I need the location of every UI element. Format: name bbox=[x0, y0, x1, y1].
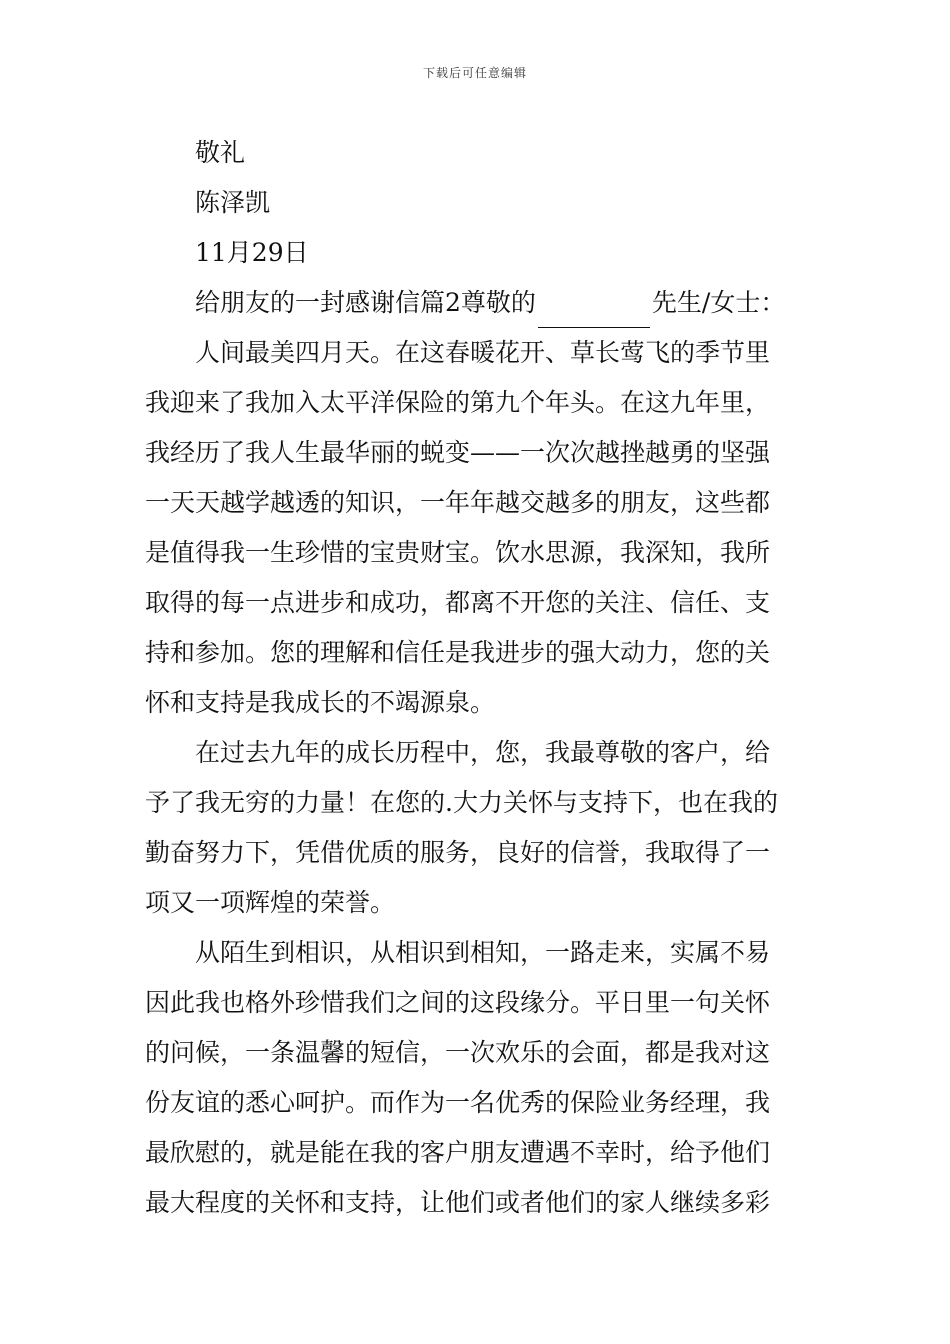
closing-salutation: 敬礼 bbox=[195, 138, 246, 167]
text-line: 是值得我一生珍惜的宝贵财宝。饮水思源，我深知，我所 bbox=[145, 538, 771, 567]
text-line: 最欣慰的，就是能在我的客户朋友遭遇不幸时，给予他们 bbox=[145, 1138, 771, 1167]
text-line: 一天天越学越透的知识，一年年越交越多的朋友，这些都 bbox=[145, 488, 771, 517]
paragraph-2 bbox=[145, 728, 810, 928]
text-line: 最大程度的关怀和支持，让他们或者他们的家人继续多彩 bbox=[145, 1188, 771, 1217]
text-line: 我经历了我人生最华丽的蜕变——一次次越挫越勇的坚强 bbox=[145, 438, 771, 467]
page-header-note: 下载后可任意编辑 bbox=[422, 66, 527, 80]
text-line: 份友谊的悉心呵护。而作为一名优秀的保险业务经理，我 bbox=[145, 1088, 771, 1117]
text-line: 项又一项辉煌的荣誉。 bbox=[145, 888, 396, 917]
text-line: 从陌生到相识，从相识到相知，一路走来，实属不易 bbox=[195, 938, 771, 967]
letter-title-line bbox=[145, 278, 810, 328]
letter-date: 11月29日 bbox=[195, 238, 309, 267]
text-line: 在过去九年的成长历程中，您，我最尊敬的客户，给 bbox=[195, 738, 771, 767]
text-line: 怀和支持是我成长的不竭源泉。 bbox=[145, 688, 496, 717]
title-prefix: 给朋友的一封感谢信篇2尊敬的 bbox=[195, 288, 536, 317]
text-line: 取得的每一点进步和成功，都离不开您的关注、信任、支 bbox=[145, 588, 771, 617]
text-line: 持和参加。您的理解和信任是我进步的强大动力，您的关 bbox=[145, 638, 771, 667]
text-line: 勤奋努力下，凭借优质的服务，良好的信誉，我取得了一 bbox=[145, 838, 771, 867]
text-line: 我迎来了我加入太平洋保险的第九个年头。在这九年里， bbox=[145, 388, 771, 417]
text-line: 的问候，一条温馨的短信，一次欢乐的会面，都是我对这 bbox=[145, 1038, 771, 1067]
signature: 陈泽凯 bbox=[195, 188, 271, 217]
letter-body bbox=[145, 128, 810, 1228]
name-blank bbox=[538, 299, 650, 328]
text-line: 因此我也格外珍惜我们之间的这段缘分。平日里一句关怀 bbox=[145, 988, 771, 1017]
paragraph-3 bbox=[145, 928, 810, 1228]
text-line: 予了我无穷的力量！在您的.大力关怀与支持下，也在我的 bbox=[145, 788, 778, 817]
title-suffix: 先生/女士： bbox=[651, 288, 786, 317]
paragraph-1 bbox=[145, 328, 810, 728]
text-line: 人间最美四月天。在这春暖花开、草长莺飞的季节里 bbox=[195, 338, 771, 367]
